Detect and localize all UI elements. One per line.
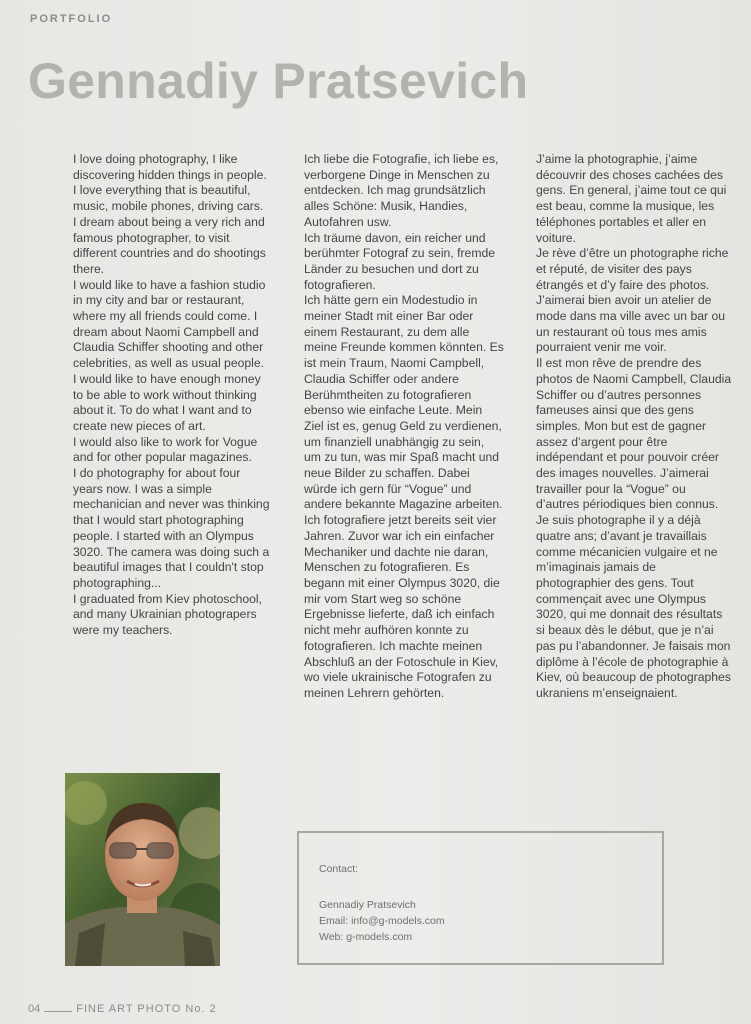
english-paragraph: I dream about being a very rich and famous photographer, to visit different countries and do shootings there. bbox=[73, 214, 266, 276]
contact-web[interactable]: Web: g-models.com bbox=[319, 931, 413, 943]
german-paragraph: Ich liebe die Fotografie, ich liebe es, verborgene Dinge in Menschen zu entdecken. Ich mag grundsätzlich alles Schöne: Musik, Handies, Autofahren usw. bbox=[304, 152, 499, 229]
page-number: 04 bbox=[28, 1003, 41, 1015]
english-paragraph: I would like to have enough money to be able to work without thinking about it. To do what I want and to create new pieces of art. bbox=[73, 371, 261, 433]
german-column bbox=[304, 152, 504, 702]
contact-email[interactable]: Email: info@g-models.com bbox=[319, 915, 445, 927]
english-paragraph: I would like to have a fashion studio in my city and bar or restaurant, where my all friends could come. I dream about Naomi Campbell and Claudia Schiffer shooting and other celebrities, as well as usual people. bbox=[73, 277, 266, 371]
contact-name: Gennadiy Pratsevich bbox=[319, 899, 416, 911]
contact-heading: Contact: bbox=[319, 863, 359, 875]
french-paragraph: Il est mon rêve de prendre des photos de Naomi Campbell, Claudia Schiffer ou d’autres personnes fameuses ainsi que des gens simples. Mon but est de gagner assez d’argent pour être indépendant et pour pouvoir créer des images nouvelles. J’aimerai travailler pour la “Vogue” ou d’autres périodiques bien connus. bbox=[536, 356, 732, 512]
english-paragraph: I do photography for about four years now. I was a simple mechanician and never was thinking that I would start photographing people. I started with an Olympus 3020. The camera was doing such a beautiful images that I couldn't stop photographing... bbox=[73, 466, 270, 590]
english-paragraph: I graduated from Kiev photoschool, and many Ukrainian photograpers were my teachers. bbox=[73, 591, 263, 638]
german-paragraph: Ich träume davon, ein reicher und berühmter Fotograf zu sein, fremde Länder zu besuchen und dort zu fotografieren. bbox=[304, 230, 496, 292]
french-paragraph: Je suis photographe il y a déjà quatre ans; d’avant je travaillais comme mécanicien vulgaire et ne m’imaginais jamais de photographier des gens. Tout commençait avec une Olympus 3020, qui me donnait des résultats si beaux dès le début, que je n’ai pas pu l’abandonner. Je faisais mon diplôme à l’école de photographie à Kiev, où beaucoup de photographes ukraniens m’enseignaient. bbox=[536, 513, 731, 700]
french-paragraph: J’aime la photographie, j’aime découvrir des choses cachées des gens. En general, j’aime tout ce qui est beau, comme la musique, les téléphones portables et aller en voiture. bbox=[536, 152, 727, 245]
section-label: PORTFOLIO bbox=[30, 13, 113, 25]
contact-box bbox=[297, 831, 664, 965]
french-paragraph: Je rève d’être un photographe riche et réputé, de visiter des pays étrangés et d’y faire des photos. J’aimerai bien avoir un atelier de mode dans ma ville avec un bar ou un restaurant où tous mes amis pourraient venir me voir. bbox=[536, 246, 729, 355]
english-paragraph: I love doing photography, I like discovering hidden things in people. I love everything that is beautiful, music, mobile phones, driving cars. bbox=[73, 152, 267, 214]
portrait-photo bbox=[65, 773, 220, 966]
german-paragraph: Ich hätte gern ein Modestudio in meiner Stadt mit einer Bar oder einem Restaurant, zu dem alle meine Freunde kommen könnten. Es ist mein Traum, Naomi Campbell, Claudia Schiffer oder andere Berühmtheiten zu fotografieren ebenso wie einfache Leute. Mein Ziel ist es, genug Geld zu verdienen, um finanziell unabhängig zu sein, um zu tun, was mir Spaß macht und neue Bilder zu schaffen. Dabei würde ich gern für “Vogue” und andere bekannte Magazine arbeiten. bbox=[304, 293, 504, 512]
page-footer bbox=[28, 1003, 217, 1015]
english-paragraph: I would also like to work for Vogue and for other popular magazines. bbox=[73, 434, 258, 465]
english-column bbox=[73, 152, 273, 639]
page-title: Gennadiy Pratsevich bbox=[28, 53, 529, 109]
contact-lines bbox=[319, 897, 445, 945]
french-column bbox=[536, 152, 732, 702]
footer-rule bbox=[44, 1011, 72, 1012]
german-paragraph: Ich fotografiere jetzt bereits seit vier Jahren. Zuvor war ich ein einfacher Mechaniker und dachte nie daran, Menschen zu fotografieren. Es begann mit einer Olympus 3020, die mir vom Start weg so schöne Ergebnisse lieferte, daß ich einfach nicht mehr aufhören konnte zu fotografieren. Ich machte meinen Abschluß an der Fotoschule in Kiev, wo viele ukrainische Fotografen zu meinen Lehrern gehörten. bbox=[304, 513, 500, 700]
magazine-name: FINE ART PHOTO No. 2 bbox=[76, 1003, 217, 1015]
